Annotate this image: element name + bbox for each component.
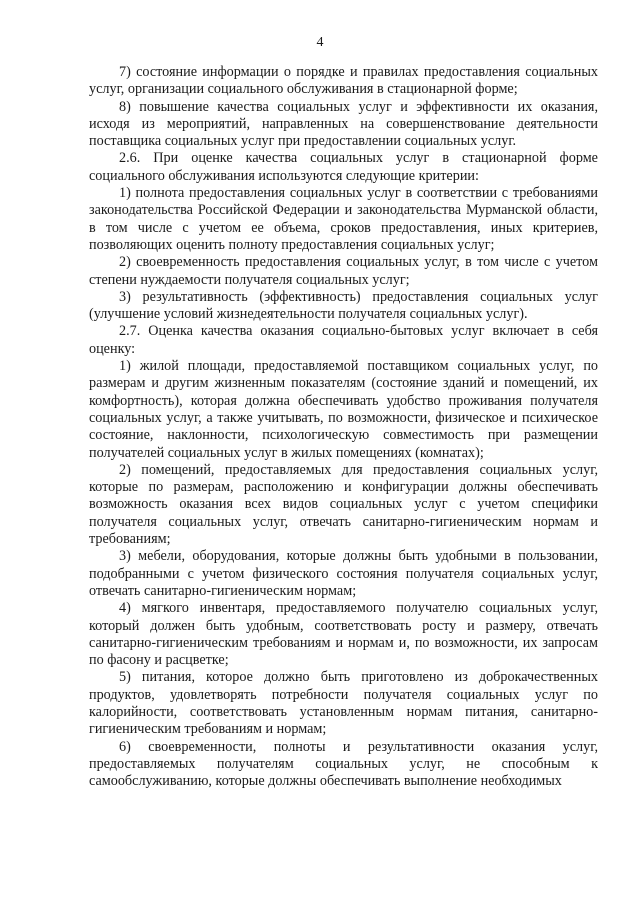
paragraph-assessment-3: 3) мебели, оборудования, которые должны быть удобными в пользовании, подобранными с учетом физического состояния получателя социальных услуг, отвечать санитарно-гигиеническим нормам; bbox=[89, 548, 598, 599]
paragraph-assessment-1: 1) жилой площади, предоставляемой поставщиком социальных услуг, по размерам и другим жизненным показателям (состояние зданий и помещений, их комфортность), которая должна обеспечивать удобство проживания получателя социальных услуг, а также учитывать, по возможности, физическое и психическое состояние, наклонности, психологическую совместимость при размещении получателей социальных услуг в жилых помещениях (комнатах); bbox=[89, 358, 598, 461]
page-number: 4 bbox=[316, 35, 324, 50]
paragraph-item-7: 7) состояние информации о порядке и правилах предоставления социальных услуг, организации социального обслуживания в стационарной форме; bbox=[89, 64, 598, 98]
paragraph-assessment-5: 5) питания, которое должно быть приготовлено из доброкачественных продуктов, удовлетворять потребности получателя социальных услуг по калорийности, соответствовать установленным нормам питания, санитарно-гигиеническим требованиям и нормам; bbox=[89, 669, 598, 738]
paragraph-assessment-6: 6) своевременности, полноты и результативности оказания услуг, предоставляемых получателям социальных услуг, не способным к самообслуживанию, которые должны обеспечивать выполнение необходимых bbox=[89, 738, 598, 790]
paragraph-section-2-7: 2.7. Оценка качества оказания социально-бытовых услуг включает в себя оценку: bbox=[89, 323, 598, 357]
paragraph-criterion-3: 3) результативность (эффективность) предоставления социальных услуг (улучшение условий жизнедеятельности получателя социальных услуг). bbox=[89, 288, 598, 323]
paragraph-assessment-4: 4) мягкого инвентаря, предоставляемого получателю социальных услуг, который должен быть удобным, соответствовать росту и размеру, отвечать санитарно-гигиеническим требованиям и нормам и, по возможности, их запросам по фасону и расцветке; bbox=[89, 600, 598, 669]
paragraph-item-8: 8) повышение качества социальных услуг и эффективности их оказания, исходя из мероприятий, направленных на совершенствование деятельности поставщика социальных услуг при предоставлении социальных услуг. bbox=[89, 98, 598, 150]
paragraph-criterion-2: 2) своевременность предоставления социальных услуг, в том числе с учетом степени нуждаемости получателя социальных услуг; bbox=[89, 254, 598, 288]
paragraph-assessment-2: 2) помещений, предоставляемых для предоставления социальных услуг, которые по размерам, расположению и конфигурации должны обеспечивать возможность оказания всех видов социальных услуг с учетом специфики получателя социальных услуг, отвечать санитарно-гигиеническим нормам и требованиям; bbox=[89, 461, 598, 548]
paragraph-section-2-6: 2.6. При оценке качества социальных услуг в стационарной форме социального обслуживания используются следующие критерии: bbox=[89, 150, 598, 184]
paragraph-criterion-1: 1) полнота предоставления социальных услуг в соответствии с требованиями законодательства Российской Федерации и законодательства Мурманской области, в том числе с учетом ее объема, сроков предоставления, иных критериев, позволяющих оценить полноту предоставления социальных услуг; bbox=[89, 185, 598, 253]
document-body bbox=[89, 64, 598, 790]
